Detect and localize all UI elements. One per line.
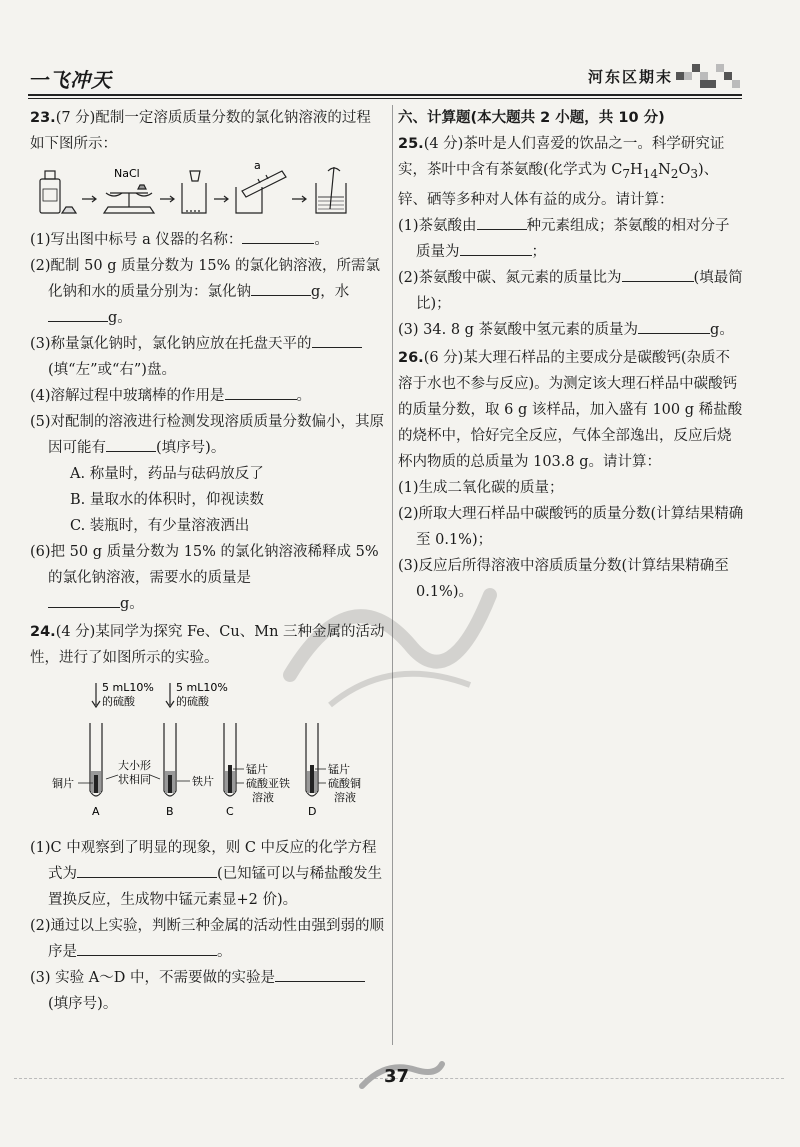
sub-text: (2)茶氨酸中碳、氮元素的质量比为 [398,269,622,286]
option-a: A. 称量时，药品与砝码放反了 [70,466,264,482]
copper-label: 铜片 [52,777,74,790]
sub-text: (已知锰可以与稀盐酸发生置换反应，生成物中锰元素显+2 价)。 [48,866,383,908]
tube-label-c: C [226,805,234,818]
q23-sub4 [30,383,385,409]
watermark-icon [270,555,510,725]
q24-sub2 [30,913,385,965]
same-shape-label-1: 大小形 [118,759,151,772]
question-text: )、锌、硒等多种对人体有益的成分。请计算： [398,162,719,208]
answer-blank[interactable] [251,279,311,296]
answer-blank[interactable] [312,331,362,348]
formula-part: O [678,162,691,178]
sub-text: g。 [120,596,144,612]
answer-blank[interactable] [622,265,694,282]
prep-steps-diagram [30,161,370,221]
q26-sub3: (3)反应后所得溶液中溶质质量分数(计算结果精确至 0.1%)。 [398,557,729,600]
q24-sub3 [30,965,385,1017]
right-column [398,105,744,605]
sub-text: 种元素组成；茶氨酸的相对分子质量为 [416,217,730,260]
sub-text: (填“左”或“右”)盘。 [48,362,176,378]
same-shape-label-2: 状相同 [118,773,151,786]
sub-text: (3)称量氯化钠时，氯化钠应放在托盘天平的 [30,336,312,352]
question-number: 25. [398,136,424,152]
brand-logo: 一飞冲天 [28,68,112,92]
answer-blank[interactable] [477,213,527,230]
answer-blank[interactable] [275,965,365,982]
tube-label-b: B [166,805,174,818]
q25-sub2 [398,265,744,317]
acid-label-2b: 的硫酸 [176,695,209,708]
sub-text: (5)对配制的溶液进行检测发现溶质质量分数偏小，其原因可能有 [30,414,385,456]
iron-label: 铁片 [192,775,214,788]
question-text: (4 分)某同学为探究 Fe、Cu、Mn 三种金属的活动性，进行了如图所示的实验。 [30,624,385,666]
label-a: a [254,161,261,172]
question-number: 23. [30,110,56,126]
q23-sub5 [30,409,385,461]
graduated-cylinder-icon [236,171,286,213]
question-number: 24. [30,624,56,640]
q25-sub1 [398,213,744,265]
manganese-label-d: 锰片 [328,763,350,776]
sub-text: 。 [217,944,232,960]
formula-part: H [630,162,643,178]
question-text: (7 分)配制一定溶质质量分数的氯化钠溶液的过程如下图所示： [30,110,371,152]
answer-blank[interactable] [106,435,156,452]
answer-blank[interactable] [460,239,532,256]
subscript: 14 [642,166,659,181]
sub-text: (填最简比)； [416,269,743,312]
tube-label-d: D [308,805,317,818]
option-c: C. 装瓶时，有少量溶液洒出 [70,518,250,534]
q26-sub2: (2)所取大理石样品中碳酸钙的质量分数(计算结果精确至 0.1%)； [398,505,744,548]
cuso4-label-1: 硫酸铜 [328,777,361,790]
answer-blank[interactable] [77,939,217,956]
sub-text: g。 [710,321,734,338]
option-b: B. 量取水的体积时，仰视读数 [70,492,264,508]
cuso4-label-2: 溶液 [334,791,356,804]
sub-text: (6)把 50 g 质量分数为 15% 的氯化钠溶液稀释成 5% 的氯化钠溶液，需要水的质量是 [30,544,379,586]
sub-text: (4)溶解过程中玻璃棒的作用是 [30,388,225,404]
feso4-label-1: 硫酸亚铁 [246,777,290,790]
q23-sub3 [30,331,385,383]
solution-prep-figure [30,161,385,221]
question-text: (4 分)茶叶是人们喜爱的饮品之一。科学研究证实，茶叶中含有茶氨酸(化学式为 C [398,136,725,178]
sub-text: 。 [296,388,312,404]
sub-text: (3) 34. 8 g 茶氨酸中氢元素的质量为 [398,321,639,338]
feso4-label-2: 溶液 [252,791,274,804]
q24-sub1 [30,835,385,913]
answer-blank[interactable] [225,383,297,400]
q26-sub1: (1)生成二氧化碳的质量； [398,479,564,496]
tube-label-a: A [92,805,100,818]
subscript: 7 [622,166,631,181]
q23-sub1 [30,227,385,253]
answer-blank[interactable] [48,305,108,322]
checker-decoration-icon [676,62,740,90]
answer-blank[interactable] [638,317,710,334]
balance-icon [104,185,154,213]
answer-blank[interactable] [242,227,314,244]
sub-text: g。 [108,310,132,326]
acid-label-1b: 的硫酸 [102,695,135,708]
sub-text: (2)配制 50 g 质量分数为 15% 的氯化钠溶液，所需氯化钠和水的质量分别为：氯化钠 [30,258,381,300]
page-number: 37 [384,1066,410,1087]
header-rule [28,94,742,96]
nacl-label: NaCl [114,167,140,180]
manganese-label-c: 锰片 [246,763,268,776]
sub-text: (填序号)。 [48,996,118,1012]
question-text: (6 分)某大理石样品的主要成分是碳酸钙(杂质不溶于水也不参与反应)。为测定该大理石样品中碳酸钙的质量分数，取 6 g 该样品，加入盛有 100 g 稀盐酸的烧杯中，恰好完全反应，气体全部逸出，反应后烧杯内物质的总质量为 103.8 g。请计算： [398,349,743,470]
subscript: 3 [690,166,699,181]
sub-text: (填序号)。 [156,440,226,456]
beaker-icon [182,171,206,213]
question-26-stem [398,345,744,475]
question-23-stem [30,105,385,157]
section-heading: 六、计算题(本大题共 2 小题，共 10 分) [398,110,665,126]
answer-blank[interactable] [77,861,217,878]
sub-text: (1)写出图中标号 a 仪器的名称： [30,232,243,248]
sub-text: (2)通过以上实验，判断三种金属的活动性由强到弱的顺序是 [30,918,385,960]
sub-text: (1)C 中观察到了明显的现象，则 C 中反应的化学方程式为 [30,840,377,882]
sub-text: g，水 [311,284,350,300]
header-rule-thin [28,98,742,99]
acid-label-1: 5 mL10% [102,681,154,694]
sub-text: 。 [314,232,329,248]
q23-sub2 [30,253,385,331]
sub-text: ； [531,243,546,260]
stirring-beaker-icon [316,167,346,213]
section-title: 河东区期末 [588,68,674,86]
formula-part: N [658,162,671,178]
subscript: 2 [670,166,679,181]
question-25-stem [398,131,744,213]
sub-text: (3) 实验 A～D 中，不需要做的实验是 [30,970,275,986]
q25-sub3 [398,317,744,343]
question-number: 26. [398,349,424,366]
answer-blank[interactable] [48,591,120,608]
sub-text: (1)茶氨酸由 [398,217,477,234]
acid-label-2: 5 mL10% [176,681,228,694]
